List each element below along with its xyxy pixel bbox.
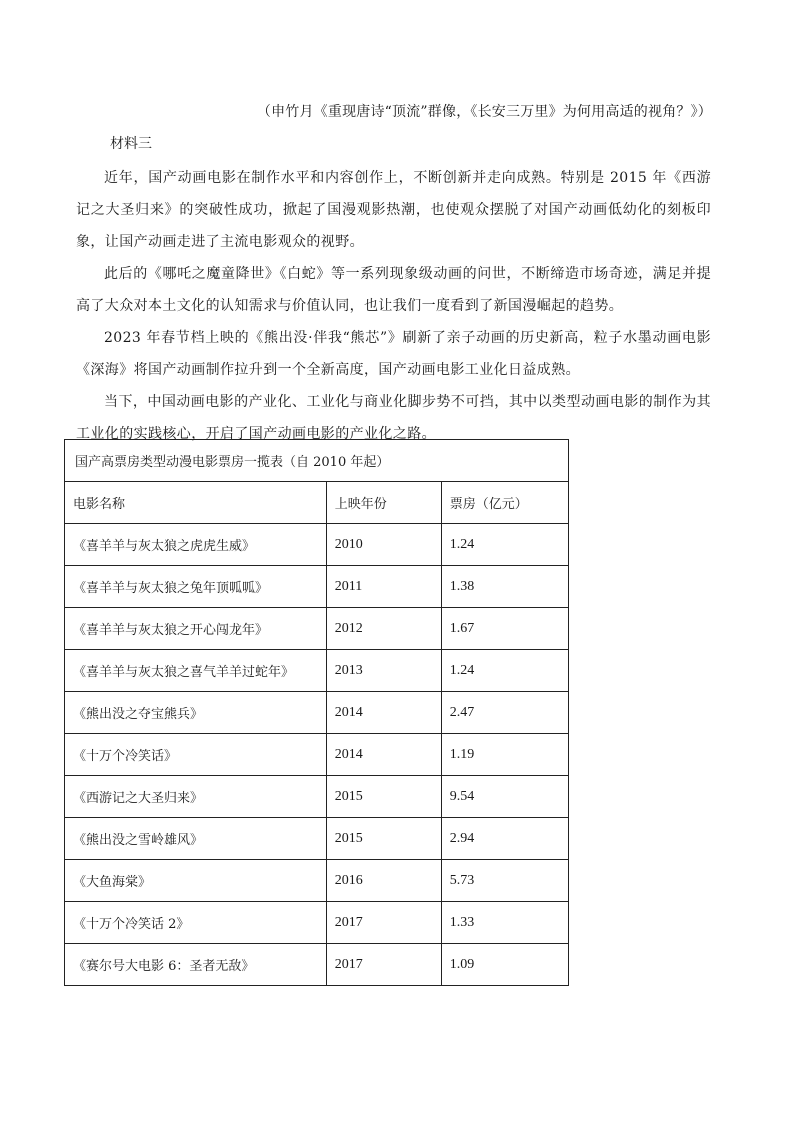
release-year-cell: 2010	[326, 524, 441, 566]
release-year-cell: 2014	[326, 734, 441, 776]
paragraph: 近年，国产动画电影在制作水平和内容创作上，不断创新并走向成熟。特别是 2015 年《西游记之大圣归来》的突破性成功，掀起了国漫观影热潮，也使观众摆脱了对国产动画低幼化的刻板印象，让国产动画走进了主流电影观众的视野。	[76, 170, 711, 250]
paragraph: 当下，中国动画电影的产业化、工业化与商业化脚步势不可挡，其中以类型动画电影的制作为其工业化的实践核心，开启了国产动画电影的产业化之路。	[76, 394, 711, 442]
movie-name-cell: 《熊出没之雪岭雄风》	[65, 818, 327, 860]
movie-name-cell: 《喜羊羊与灰太狼之开心闯龙年》	[65, 608, 327, 650]
box-office-cell: 1.67	[441, 608, 568, 650]
table-caption-row	[65, 440, 569, 482]
release-year-cell: 2016	[326, 860, 441, 902]
table-row	[65, 902, 569, 944]
header-box-office: 票房（亿元）	[441, 482, 568, 524]
box-office-cell: 1.19	[441, 734, 568, 776]
box-office-cell: 5.73	[441, 860, 568, 902]
release-year-cell: 2014	[326, 692, 441, 734]
box-office-cell: 1.09	[441, 944, 568, 986]
paragraph: 此后的《哪吒之魔童降世》《白蛇》等一系列现象级动画的问世，不断缔造市场奇迹，满足并提高了大众对本土文化的认知需求与价值认同，也让我们一度看到了新国漫崛起的趋势。	[76, 266, 711, 314]
box-office-cell: 1.33	[441, 902, 568, 944]
movie-name-cell: 《大鱼海棠》	[65, 860, 327, 902]
table-row	[65, 566, 569, 608]
source-citation: （申竹月《重现唐诗“顶流”群像，《长安三万里》为何用高适的视角？》）	[256, 104, 712, 120]
table-caption: 国产高票房类型动漫电影票房一揽表（自 2010 年起）	[65, 440, 569, 482]
table-row	[65, 818, 569, 860]
box-office-cell: 1.24	[441, 650, 568, 692]
table-row	[65, 608, 569, 650]
table-row	[65, 692, 569, 734]
table-row	[65, 860, 569, 902]
release-year-cell: 2015	[326, 776, 441, 818]
section-label: 材料三	[110, 136, 152, 152]
box-office-cell: 9.54	[441, 776, 568, 818]
header-release-year: 上映年份	[326, 482, 441, 524]
body-text	[76, 162, 711, 450]
release-year-cell: 2017	[326, 902, 441, 944]
box-office-cell: 1.24	[441, 524, 568, 566]
box-office-cell: 2.94	[441, 818, 568, 860]
table-row	[65, 524, 569, 566]
movie-name-cell: 《喜羊羊与灰太狼之兔年顶呱呱》	[65, 566, 327, 608]
movie-name-cell: 《喜羊羊与灰太狼之喜气羊羊过蛇年》	[65, 650, 327, 692]
movie-name-cell: 《十万个冷笑话》	[65, 734, 327, 776]
movie-name-cell: 《十万个冷笑话 2》	[65, 902, 327, 944]
table-header-row	[65, 482, 569, 524]
movie-name-cell: 《赛尔号大电影 6：圣者无敌》	[65, 944, 327, 986]
release-year-cell: 2012	[326, 608, 441, 650]
table-row	[65, 776, 569, 818]
release-year-cell: 2017	[326, 944, 441, 986]
release-year-cell: 2015	[326, 818, 441, 860]
movie-name-cell: 《西游记之大圣归来》	[65, 776, 327, 818]
paragraph: 2023 年春节档上映的《熊出没·伴我“熊芯”》刷新了亲子动画的历史新高，粒子水墨动画电影《深海》将国产动画制作拉升到一个全新高度，国产动画电影工业化日益成熟。	[76, 330, 711, 378]
release-year-cell: 2013	[326, 650, 441, 692]
table-row	[65, 650, 569, 692]
movie-name-cell: 《喜羊羊与灰太狼之虎虎生威》	[65, 524, 327, 566]
table-row	[65, 734, 569, 776]
release-year-cell: 2011	[326, 566, 441, 608]
header-movie-name: 电影名称	[65, 482, 327, 524]
movie-name-cell: 《熊出没之夺宝熊兵》	[65, 692, 327, 734]
box-office-table	[64, 439, 569, 986]
box-office-cell: 2.47	[441, 692, 568, 734]
table-row	[65, 944, 569, 986]
box-office-cell: 1.38	[441, 566, 568, 608]
